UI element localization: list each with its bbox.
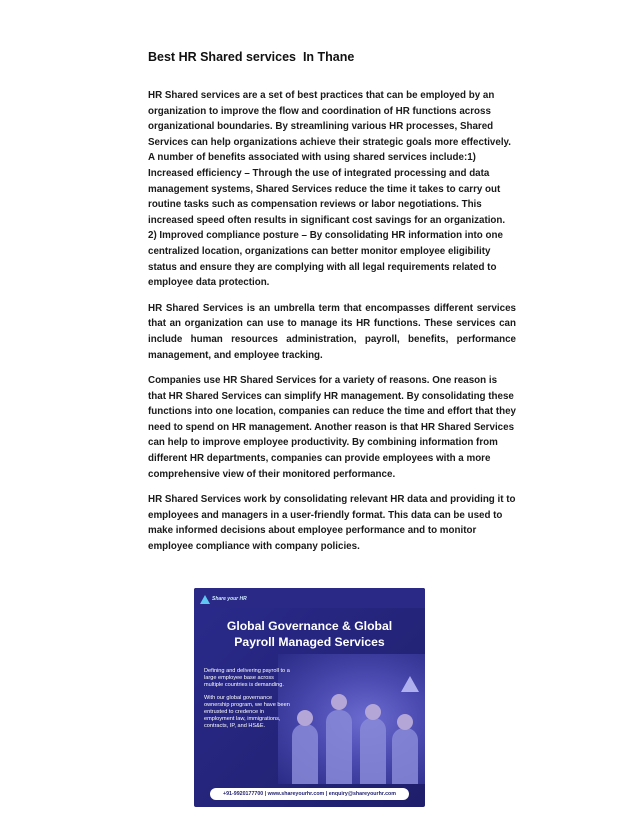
person-head [297,710,313,726]
poster-body-text [204,668,290,736]
document-content [148,50,516,565]
document-title: Best HR Shared services In Thane [148,50,355,64]
paragraph-how-it-works: HR Shared Services work by consolidating relevant HR data and providing it to employees and managers in a user-friendly format. This data can be used to make informed decisions about employee performance and to monitor employee compliance with company policies. [148,494,516,553]
promo-poster-image [194,588,425,807]
person-head [365,704,381,720]
paragraph-intro: HR Shared services are a set of best practices that can be employed by an organization to improve the flow and coordination of HR functions across organizational boundaries. By streamlining various HR processes, Shared Services can help organizations achieve their strategic goals more effectively. A number of benefits associated with using shared services include:1) Increased efficiency – Through the use of integrated processing and data management systems, Shared Services reduce the time it takes to carry out routine tasks such as compensation reviews or labor negotiations. This increased speed often results in significant cost savings for an organization. 2) Improved compliance posture – By consolidating HR information into one centralized location, organizations can better monitor employee eligibility status and ensure they are complying with all legal requirements related to employee data protection. [148,90,511,289]
team-photo [278,654,425,784]
poster-body-paragraph-2: With our global governance ownership program, we have been entrusted to credence in employment law, immigrations, contracts, IP, and HS&E. [204,695,290,729]
logo-triangle-icon [200,595,210,604]
person-figure [326,710,352,784]
person-figure [292,724,318,784]
paragraph-reasons: Companies use HR Shared Services for a variety of reasons. One reason is that HR Shared Services can simplify HR management. By consolidating these functions into one location, companies can reduce the time and effort that they need to spend on HR management. Another reason is that HR Shared Services can help to improve employee productivity. By combining information from different HR departments, companies can provide employees with a more comprehensive view of their monitored performance. [148,375,516,480]
poster-headline [200,618,419,650]
person-figure [392,728,418,784]
logo-text: Share your HR [212,596,247,602]
person-head [331,694,347,710]
poster-header-bar [194,588,425,608]
paragraph-umbrella: HR Shared Services is an umbrella term that encompasses different services that an organization can use to manage its HR functions. These services can include human resources administration, payroll, benefits, performance management, and employee tracking. [148,302,516,361]
person-head [397,714,413,730]
poster-body-paragraph-1: Defining and delivering payroll to a large employee base across multiple countries is demanding. [204,668,290,688]
poster-headline-line2: Payroll Managed Services [234,635,385,649]
growth-arrow-icon [401,676,419,692]
person-figure [360,718,386,784]
poster-contact-footer: +91-9920177700 | www.shareyourhr.com | enquiry@shareyourhr.com [210,788,409,800]
poster-headline-line1: Global Governance & Global [226,619,393,633]
company-logo [200,592,247,606]
